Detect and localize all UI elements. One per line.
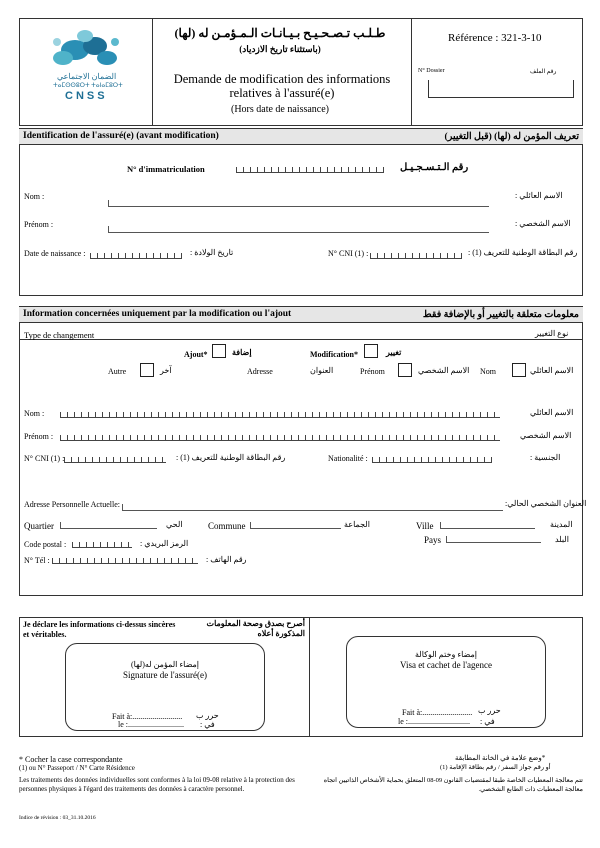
- type-label-fr: Type de changement: [24, 330, 95, 340]
- le-label-fr: le :............................: [118, 720, 184, 729]
- pays-label-fr: Pays: [424, 535, 442, 545]
- prenom-label-fr: Prénom :: [24, 220, 54, 229]
- autre-label-ar: آخر: [160, 366, 172, 375]
- subtitle-arabic: (باستثناء تاريخ الازدياد): [239, 44, 321, 54]
- section1-frame: [19, 128, 583, 296]
- section1-title-fr: Identification de l'assuré(e) (avant modification): [23, 131, 219, 141]
- ville-label-ar: المدينة: [550, 520, 573, 529]
- fait2-label-ar: حرر ب: [478, 706, 501, 715]
- pays-label-ar: البلد: [555, 535, 569, 544]
- section2-title-fr: Information concernées uniquement par la modification ou l'ajout: [23, 309, 292, 319]
- le2-label-fr: le :...............................: [398, 717, 470, 726]
- nom-type-label-ar: الاسم العائلي: [530, 366, 574, 375]
- cni2-label-fr: N° CNI (1) :: [24, 454, 65, 463]
- dob-field[interactable]: [90, 249, 182, 259]
- type-row-frame: [19, 327, 583, 340]
- tel-label-ar: رقم الهاتف :: [206, 555, 247, 564]
- tel-field[interactable]: [52, 554, 198, 564]
- logo-tifinagh: ⵜⴰⵎⵙⵙⵓⵔⵜ ⵜⴰⵏⴰⵎⵓⵔⵜ: [53, 83, 123, 89]
- prenom-field[interactable]: [108, 226, 489, 233]
- cni-label-fr: N° CNI (1) :: [328, 249, 369, 258]
- pays-field[interactable]: [446, 536, 541, 543]
- prenom-type-label-ar: الاسم الشخصي: [418, 366, 470, 375]
- cni-label-ar: رقم البطاقة الوطنية للتعريف (1) :: [468, 248, 578, 257]
- dossier-label-fr: N° Dossier: [418, 68, 445, 74]
- ville-field[interactable]: [440, 522, 535, 529]
- immat-label-ar: رقم الـتـسـجـيـل: [400, 162, 469, 173]
- header-divider-left: [152, 18, 153, 126]
- immat-field[interactable]: [236, 163, 384, 173]
- ajout-label-fr: Ajout*: [184, 350, 208, 359]
- subtitle-french: (Hors date de naissance): [230, 104, 329, 115]
- autre-label-fr: Autre: [108, 367, 127, 376]
- nom2-label-fr: Nom :: [24, 409, 45, 418]
- modif-label-fr: Modification*: [310, 350, 358, 359]
- nom-field[interactable]: [108, 200, 489, 207]
- nom2-field[interactable]: [60, 408, 500, 418]
- nom-type-label-fr: Nom: [480, 367, 496, 376]
- commune-label-ar: الجماعة: [344, 520, 370, 529]
- logo-cnss: CNSS: [65, 90, 108, 102]
- declare-ar: أصرح بصدق وصحة المعلومات المذكورة أعلاه: [206, 619, 305, 638]
- section3-divider: [309, 617, 310, 737]
- ajout-label-ar: إضافة: [232, 348, 252, 357]
- addr-label-ar: العنوان الشخصي الحالي:: [505, 499, 587, 508]
- cni2-field[interactable]: [64, 453, 166, 463]
- commune-field[interactable]: [250, 522, 341, 529]
- section2-frame: [19, 306, 583, 596]
- dossier-label-ar: رقم الملف: [530, 69, 557, 75]
- section2-header: [19, 306, 583, 323]
- nom2-label-ar: الاسم العائلي: [530, 408, 574, 417]
- note2-fr: (1) ou N° Passeport / N° Carte Résidence: [19, 764, 135, 772]
- logo-arabic: الضمان الاجتماعي: [57, 72, 117, 81]
- type-label-ar: نوع التغيير: [535, 329, 569, 338]
- note1-fr: * Cocher la case correspondante: [19, 755, 123, 764]
- section1-header: [19, 128, 583, 145]
- commune-label-fr: Commune: [208, 521, 246, 531]
- nat-field[interactable]: [372, 453, 492, 463]
- reference: Référence : 321-3-10: [448, 32, 542, 44]
- cnss-logo-icon: [35, 28, 135, 72]
- dossier-field[interactable]: [428, 80, 574, 98]
- dob-label-fr: Date de naissance :: [24, 249, 86, 258]
- sig-label-ar: إمضاء المؤمن له(لها): [130, 660, 200, 669]
- nom-label-ar: الاسم العائلي :: [515, 191, 563, 200]
- quartier-field[interactable]: [60, 522, 157, 529]
- title-french: Demande de modification des informations relatives à l'assuré(e): [173, 72, 391, 100]
- agence-label-fr: Visa et cachet de l'agence: [399, 660, 493, 670]
- prenom2-label-ar: الاسم الشخصي: [520, 431, 572, 440]
- quartier-label-fr: Quartier: [24, 521, 54, 531]
- title-arabic: طـلـب تـصـحـيـح بـيـانـات الـمـؤمـن له (لها): [174, 26, 386, 40]
- autre-checkbox[interactable]: [140, 363, 154, 377]
- adresse-label-fr: Adresse: [247, 367, 273, 376]
- prenom-type-checkbox[interactable]: [398, 363, 412, 377]
- prenom-label-ar: الاسم الشخصي :: [515, 219, 571, 228]
- cnss-logo: [35, 28, 135, 108]
- prenom-type-label-fr: Prénom: [360, 367, 385, 376]
- legal-ar: تتم معالجة المعطيات الخاصة طبقا لمقتضيات القانون 09-08 المتعلق بحماية الأشخاص الذاتيين اتجاه معالجة المعطيات ذات الطابع الشخصي.: [323, 777, 583, 793]
- dob-label-ar: تاريخ الولادة :: [190, 248, 234, 257]
- fait-label-ar: حرر ب: [196, 711, 219, 720]
- prenom2-label-fr: Prénom :: [24, 432, 54, 441]
- adresse-label-ar: العنوان: [310, 366, 334, 375]
- nom-label-fr: Nom :: [24, 192, 45, 201]
- modif-checkbox[interactable]: [364, 344, 378, 358]
- nom-type-checkbox[interactable]: [512, 363, 526, 377]
- cp-label-ar: الرمز البريدي :: [140, 539, 189, 548]
- prenom2-field[interactable]: [60, 431, 500, 441]
- nat-label-fr: Nationalité :: [328, 454, 368, 463]
- legal-fr: Les traitements des données individuelles sont conformes à la loi 09-08 relative à la protection des personnes physiques à l'égard des traitements des données à caractère personnel.: [19, 776, 295, 793]
- header-divider-right: [411, 18, 412, 126]
- le-label-ar: في :: [200, 720, 215, 729]
- le2-label-ar: في :: [480, 717, 495, 726]
- section2-title-ar: معلومات متعلقة بالتغيير أو بالإضافة فقط: [422, 310, 579, 320]
- cni2-label-ar: رقم البطاقة الوطنية للتعريف (1) :: [176, 453, 286, 462]
- cp-field[interactable]: [72, 538, 132, 548]
- note2-ar: أو رقم جواز السفر / رقم بطاقة الإقامة (1): [440, 764, 551, 771]
- quartier-label-ar: الحي: [166, 520, 183, 529]
- nat-label-ar: الجنسية :: [530, 453, 561, 462]
- agence-label-ar: إمضاء وختم الوكالة: [415, 650, 477, 659]
- revision: Indice de révision : 03_31.10.2016: [19, 815, 96, 821]
- cni-field[interactable]: [370, 249, 462, 259]
- sig-label-fr: Signature de l'assuré(e): [122, 670, 208, 680]
- tel-label-fr: N° Tél :: [24, 556, 50, 565]
- section1-title-ar: تعريف المؤمن له (لها) (قبل التغيير): [444, 132, 579, 142]
- addr-label-fr: Adresse Personnelle Actuelle:: [24, 500, 120, 509]
- declare-fr: Je déclare les informations ci-dessus sincères et véritables.: [23, 620, 176, 639]
- ville-label-fr: Ville: [416, 521, 434, 531]
- ajout-checkbox[interactable]: [212, 344, 226, 358]
- cp-label-fr: Code postal :: [24, 540, 67, 549]
- modif-label-ar: تغيير: [386, 348, 402, 357]
- addr-field[interactable]: [122, 504, 503, 511]
- note1-ar: *وضع علامة في الخانة المطابقة: [455, 754, 546, 762]
- immat-label-fr: N° d'immatriculation: [127, 164, 205, 174]
- fait2-label-fr: Fait à:.........................: [402, 708, 473, 717]
- fait-label-fr: Fait à:.........................: [112, 712, 183, 721]
